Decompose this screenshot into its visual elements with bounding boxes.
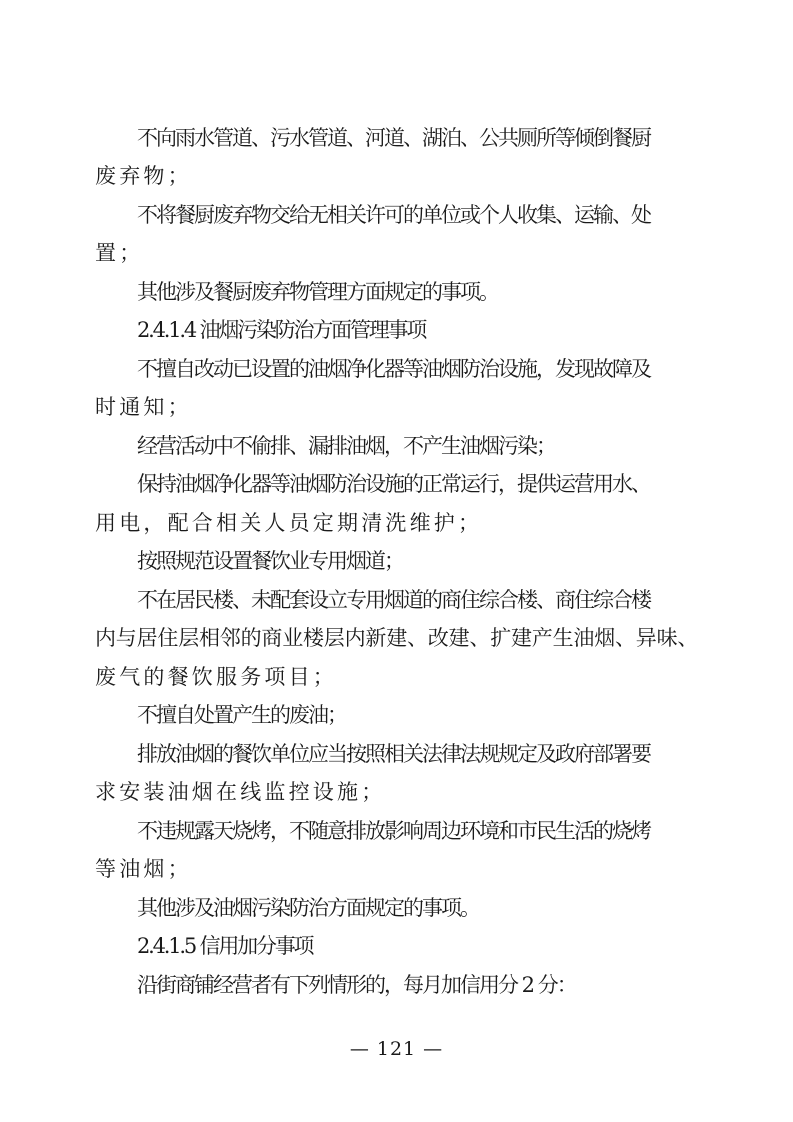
paragraph-line: 不向雨水管道、污水管道、河道、湖泊、公共厕所等倾倒餐厨 [137,126,650,150]
paragraph-line: 等油烟； [95,857,192,881]
paragraph-line: 不在居民楼、未配套设立专用烟道的商住综合楼、商住综合楼 [137,588,650,612]
paragraph-line: 排放油烟的餐饮单位应当按照相关法律法规规定及政府部署要 [137,742,650,766]
paragraph-line: 时通知； [95,395,192,419]
section-heading: 2.4.1.5 信用加分事项 [137,934,313,958]
paragraph-line: 不擅自改动已设置的油烟净化器等油烟防治设施，发现故障及 [137,357,650,381]
page-number: — 121 — [349,1038,444,1060]
paragraph-line: 不擅自处置产生的废油； [137,703,346,727]
paragraph-line: 其他涉及餐厨废弃物管理方面规定的事项。 [137,280,498,304]
paragraph-line: 按照规范设置餐饮业专用烟道； [137,549,403,573]
paragraph-line: 保持油烟净化器等油烟防治设施的正常运行，提供运营用水、 [137,472,650,496]
paragraph-line: 内与居住层相邻的商业楼层内新建、改建、扩建产生油烟、异味、 [95,626,699,650]
paragraph-line: 废弃物； [95,164,192,188]
paragraph-line: 其他涉及油烟污染防治方面规定的事项。 [137,896,479,920]
paragraph-line: 用电，配合相关人员定期清洗维护； [95,511,483,535]
paragraph-line: 废气的餐饮服务项目； [95,665,337,689]
paragraph-line: 不违规露天烧烤，不随意排放影响周边环境和市民生活的烧烤 [137,819,650,843]
section-heading: 2.4.1.4 油烟污染防治方面管理事项 [137,318,426,342]
paragraph-line: 置； [95,241,144,265]
paragraph-line: 不将餐厨废弃物交给无相关许可的单位或个人收集、运输、处 [137,203,650,227]
paragraph-line: 经营活动中不偷排、漏排油烟，不产生油烟污染； [137,434,555,458]
paragraph-line: 沿街商铺经营者有下列情形的，每月加信用分 2 分： [137,973,576,997]
paragraph-line: 求安装油烟在线监控设施； [95,780,386,804]
